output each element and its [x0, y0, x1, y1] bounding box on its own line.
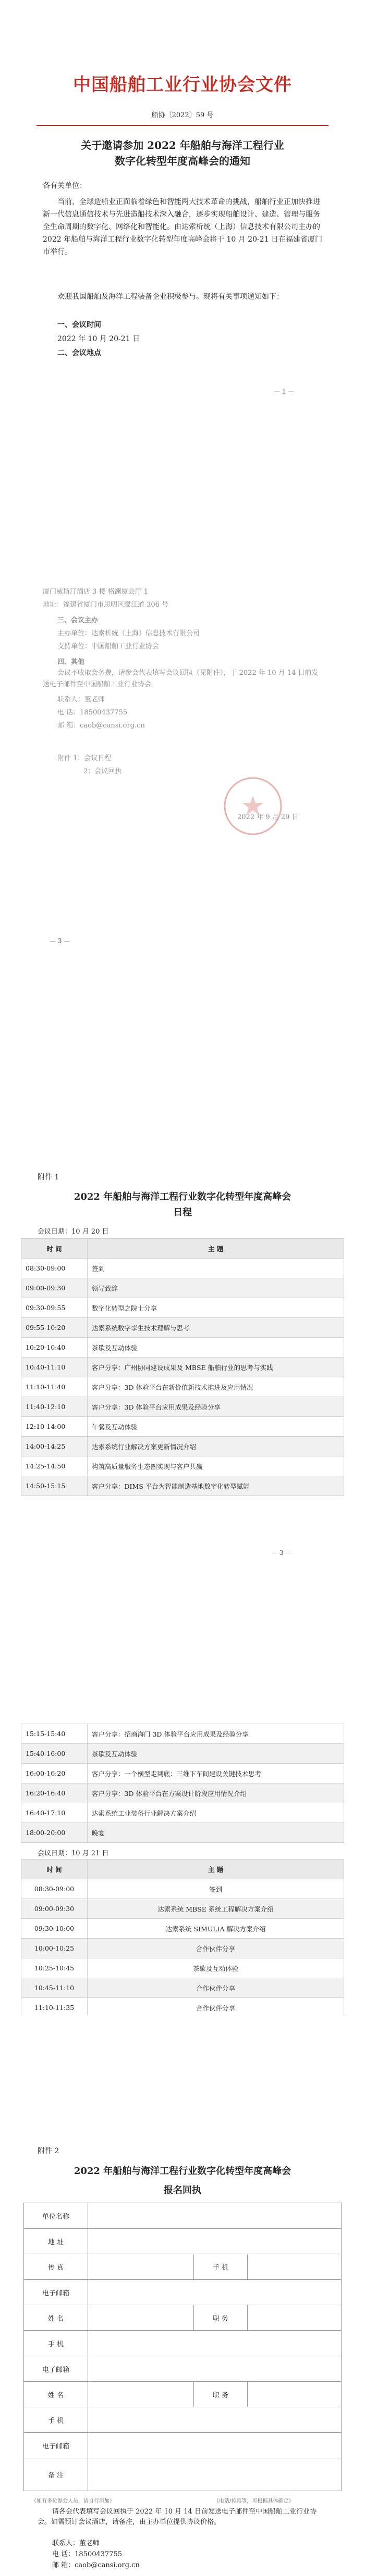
page-5 [0, 2015, 365, 2576]
body-paragraph-1: 当前，全球造船业正面临着绿色和智能两大技术革命的挑战，船舶行业正加快推进新一代信息通信技术与先进造船技术深入融合，逐步实现船舶设计、建造、管理与服务全生命周期的数字化、网络化和智能化。由达索析统（上海）信息技术有限公司主办的 2022 年船舶与海洋工程行业数字化转型年度高峰会将于 10 月 20-21 日在福建省厦门市举行。 [43, 198, 323, 256]
schedule-time: 11:10-11:40 [21, 1377, 88, 1397]
schedule-time: 16:20-16:40 [21, 1783, 88, 1803]
label-unit-name: 单位名称 [24, 2203, 88, 2229]
schedule-time: 11:40-12:10 [21, 1397, 88, 1417]
schedule-time: 16:40-17:10 [21, 1803, 88, 1823]
col-topic-header: 主 题 [88, 1239, 344, 1259]
label-mobile: 手 机 [24, 2407, 88, 2433]
schedule-row [21, 1899, 344, 1919]
position-field[interactable] [248, 2305, 342, 2331]
schedule-time: 15:15-15:40 [21, 1724, 88, 1744]
schedule-row [21, 1377, 344, 1397]
schedule-topic: 达索系统数字孪生技术理解与思考 [88, 1318, 344, 1338]
mobile-field[interactable] [88, 2407, 342, 2433]
schedule-time: 14:00-14:25 [21, 1437, 88, 1456]
header-rule [36, 125, 328, 126]
schedule-row [21, 1724, 344, 1744]
schedule-topic: 茶歇及互动体验 [88, 1958, 344, 1978]
organizer-line: 主办单位：达索析统（上海）信息技术有限公司 [57, 630, 200, 637]
label-email: 电子邮箱 [24, 2433, 88, 2458]
schedule-time: 15:40-16:00 [21, 1744, 88, 1764]
schedule-row [21, 1417, 344, 1437]
schedule-topic: 数字化转型之院士分享 [88, 1298, 344, 1318]
schedule-row [21, 1879, 344, 1899]
schedule-row [21, 1318, 344, 1338]
schedule-time: 14:25-14:50 [21, 1456, 88, 1476]
schedule-topic: 午餐及互动体验 [88, 1417, 344, 1437]
name-field[interactable] [88, 2305, 194, 2331]
email-field[interactable] [88, 2356, 342, 2382]
document-header-title: 中国船舶工业行业协会文件 [73, 74, 292, 95]
schedule-row [21, 1278, 344, 1298]
schedule-topic: 客户分享：DIMS 平台为智能制造基地数字化转型赋能 [88, 1476, 344, 1496]
schedule-topic: 达索系统 MBSE 系统工程解决方案介绍 [88, 1899, 344, 1919]
address-field[interactable] [88, 2229, 342, 2254]
page-number: — 3 — [50, 937, 70, 945]
schedule-time: 10:20-10:40 [21, 1338, 88, 1358]
venue-address: 地址：福建省厦门市思明区鹭江道 306 号 [43, 601, 169, 609]
schedule-time: 10:00-10:25 [21, 1939, 88, 1958]
schedule-topic: 合作伙伴分享 [88, 1998, 344, 2018]
schedule-time: 18:00-20:00 [21, 1823, 88, 1843]
schedule-row [21, 1939, 344, 1958]
closing-paragraph: 请各会代表填写会议回执于 2022 年 10 月 14 日前发送电子邮件至中国船舶工业行业协会。如需预订会议酒店，请备注，由主办单位提供协议价格。 [38, 2508, 317, 2526]
registration-subtitle: 报名回执 [164, 2185, 201, 2196]
contact-name: 联系人：董老师 [52, 2540, 100, 2547]
notice-title-line-2: 数字化转型年度高峰会的通知 [115, 155, 250, 167]
schedule-topic: 晚宴 [88, 1823, 344, 1843]
schedule-time: 09:00-09:30 [21, 1899, 88, 1919]
schedule-time: 11:10-11:35 [21, 1998, 88, 2018]
contact-phone: 电 话：18500437755 [52, 2550, 123, 2558]
col-topic-header: 主 题 [88, 1859, 344, 1879]
position-field[interactable] [248, 2382, 342, 2407]
schedule-topic: 客户分享：招商海门 3D 体验平台应用成果及经验分享 [88, 1724, 344, 1744]
page-number: — 3 — [271, 1549, 292, 1556]
schedule-title: 2022 年船舶与海洋工程行业数字化转型年度高峰会 [74, 1191, 291, 1202]
schedule-topic: 达索系统 SIMULIA 解决方案介绍 [88, 1919, 344, 1939]
attachment-1-label: 附件 1：会议日程 [57, 755, 112, 762]
schedule-row [21, 1259, 344, 1278]
schedule-row [21, 1298, 344, 1318]
schedule-time: 14:50-15:15 [21, 1476, 88, 1496]
page-2 [0, 526, 365, 1052]
salutation: 各有关单位： [43, 182, 87, 190]
section-meeting-time: 一、会议时间 [57, 321, 101, 329]
schedule-topic: 客户分享：3D 体验平台在新价值新技术推进及应用情况 [88, 1377, 344, 1397]
schedule-row [21, 1823, 344, 1843]
schedule-row [21, 1397, 344, 1417]
schedule-topic: 客户分享：3D 体验平台应用成果及经验分享 [88, 1397, 344, 1417]
attachment-2-label: 2：会议回执 [83, 768, 122, 775]
footnote-right: （电话/传真等，可根据具体确定） [214, 2498, 294, 2504]
schedule-row [21, 1783, 344, 1803]
schedule-time: 12:10-14:00 [21, 1417, 88, 1437]
col-time-header: 时 间 [21, 1859, 88, 1879]
page-3 [0, 1052, 365, 1578]
schedule-row [21, 1744, 344, 1764]
schedule-time: 09:30-10:00 [21, 1919, 88, 1939]
schedule-topic: 茶歇及互动体验 [88, 1338, 344, 1358]
venue-line: 厦门威斯汀酒店 3 楼 格澜厦会厅 1 [43, 588, 149, 596]
registration-form-table [23, 2203, 342, 2491]
schedule-time: 16:00-16:20 [21, 1764, 88, 1783]
schedule-topic: 签到 [88, 1879, 344, 1899]
schedule-row [21, 1803, 344, 1823]
col-time-header: 时 间 [21, 1239, 88, 1259]
email-field[interactable] [88, 2280, 342, 2305]
label-remarks: 备 注 [24, 2458, 88, 2491]
label-email: 电子邮箱 [24, 2280, 88, 2305]
schedule-time: 10:40-11:10 [21, 1358, 88, 1377]
schedule-row [21, 1958, 344, 1978]
day2-date-label: 会议日期：10 月 21 日 [38, 1850, 109, 1857]
schedule-time: 09:55-10:20 [21, 1318, 88, 1338]
schedule-topic: 达索系统工业装备行业解决方案介绍 [88, 1803, 344, 1823]
schedule-topic: 客户分享：一个横型走到底：三维下车间建设关键技术思考 [88, 1764, 344, 1783]
schedule-row [21, 1456, 344, 1476]
contact-email: 邮 箱：caob@cansi.org.cn [52, 2561, 140, 2569]
remarks-field[interactable] [88, 2458, 342, 2491]
schedule-time: 08:30-09:00 [21, 1879, 88, 1899]
schedule-topic: 领导致辞 [88, 1278, 344, 1298]
schedule-subtitle: 日程 [173, 1207, 192, 1218]
label-name: 姓 名 [24, 2382, 88, 2407]
section-meeting-venue: 二、会议地点 [57, 349, 101, 357]
schedule-row [21, 1338, 344, 1358]
page-1 [0, 0, 365, 526]
schedule-time: 10:25-10:45 [21, 1958, 88, 1978]
name-field[interactable] [88, 2382, 194, 2407]
schedule-topic: 客户分享：广州协同建设成果及 MBSE 船舶行业的思考与实践 [88, 1358, 344, 1377]
schedule-row [21, 1764, 344, 1783]
contact-name: 联系人：董老师 [57, 696, 105, 703]
label-position: 职 务 [194, 2382, 248, 2407]
schedule-row [21, 1919, 344, 1939]
schedule-time: 09:30-09:55 [21, 1298, 88, 1318]
email-field[interactable] [88, 2433, 342, 2458]
attachment-label: 附件 2 [38, 2147, 59, 2155]
day1-date-label: 会议日期：10 月 20 日 [38, 1228, 109, 1236]
schedule-row [21, 1476, 344, 1496]
schedule-table-day1-continued [21, 1724, 344, 1843]
schedule-topic: 茶歇及互动体验 [88, 1744, 344, 1764]
page-4 [0, 1578, 365, 2015]
section-other: 四、其他 [57, 658, 85, 666]
official-seal-icon [222, 775, 284, 837]
label-name: 姓 名 [24, 2305, 88, 2331]
schedule-time: 10:45-11:10 [21, 1978, 88, 1998]
schedule-row [21, 1437, 344, 1456]
mobile-field[interactable] [88, 2331, 342, 2356]
label-mobile: 手 机 [194, 2254, 248, 2280]
attachment-label: 附件 1 [38, 1173, 59, 1182]
section-organizer: 三、会议主办 [57, 617, 99, 624]
schedule-table-day1 [21, 1238, 344, 1496]
schedule-topic: 合作伙伴分享 [88, 1978, 344, 1998]
supporter-line: 支持单位：中国船舶工业行业协会 [57, 643, 160, 650]
schedule-row [21, 1998, 344, 2018]
schedule-topic: 签到 [88, 1259, 344, 1278]
unit-name-field[interactable] [88, 2203, 342, 2229]
meeting-time-value: 2022 年 10 月 20-21 日 [57, 335, 140, 343]
schedule-time: 09:00-09:30 [21, 1278, 88, 1298]
other-paragraph: 会议不收取会务费，请参会代表填写会议回执（见附件），于 2022 年 10 月 14 日前发送电子邮件至中国船舶工业行业协会。 [43, 669, 319, 688]
label-position: 职 务 [194, 2305, 248, 2331]
issue-date: 2022 年 9 月 29 日 [237, 813, 299, 821]
registration-title: 2022 年船舶与海洋工程行业数字化转型年度高峰会 [74, 2166, 291, 2177]
label-email: 电子邮箱 [24, 2356, 88, 2382]
footnote-left: （如有多位参会人员，请自行添加） [31, 2498, 115, 2504]
notice-title-line-1: 关于邀请参加 2022 年船舶与海洋工程行业 [81, 139, 284, 152]
body-paragraph-2: 欢迎我国船舶及海洋工程装备企业积极参与。现将有关事项通知如下： [57, 293, 284, 301]
page-number: — 1 — [274, 388, 295, 395]
schedule-topic: 合作伙伴分享 [88, 1939, 344, 1958]
label-address: 地 址 [24, 2229, 88, 2254]
notice-title [31, 137, 334, 169]
schedule-row [21, 1358, 344, 1377]
label-fax: 传 真 [24, 2254, 88, 2280]
fax-field[interactable] [88, 2254, 194, 2280]
contact-phone: 电 话：18500437755 [57, 709, 128, 717]
schedule-topic: 构筑高质量服务生态圈实现与客户共赢 [88, 1456, 344, 1476]
schedule-time: 08:30-09:00 [21, 1259, 88, 1278]
mobile-field[interactable] [248, 2254, 342, 2280]
document-number: 船协〔2022〕59 号 [151, 111, 214, 119]
schedule-topic: 达索系统行业解决方案更新情况介绍 [88, 1437, 344, 1456]
contact-email: 邮 箱：caob@cansi.org.cn [57, 722, 145, 730]
schedule-row [21, 1978, 344, 1998]
label-mobile: 手 机 [24, 2331, 88, 2356]
schedule-topic: 客户分享：3D 体验平台在方案设计阶段应用情况介绍 [88, 1783, 344, 1803]
